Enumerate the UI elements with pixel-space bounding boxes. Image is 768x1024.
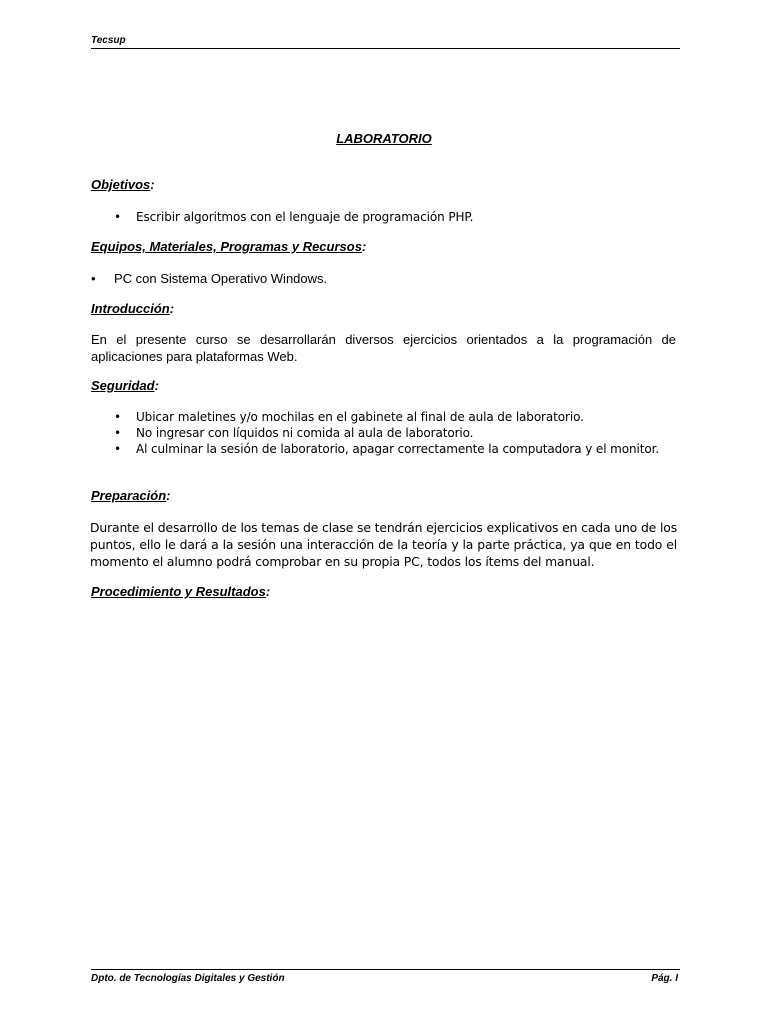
bullet-icon: • xyxy=(114,210,121,224)
heading-objetivos-text: Objetivos xyxy=(91,177,151,192)
footer-department: Dpto. de Tecnologías Digitales y Gestión xyxy=(91,973,285,984)
list-item-text: No ingresar con líquidos ni comida al aula de laboratorio. xyxy=(136,426,474,440)
bullet-icon: • xyxy=(114,410,121,424)
heading-equipos-colon: : xyxy=(361,239,367,254)
heading-procedimiento-colon: : xyxy=(265,584,271,599)
list-item xyxy=(114,409,675,425)
heading-procedimiento xyxy=(91,584,270,599)
page-title: LABORATORIO xyxy=(336,131,432,146)
objetivos-list xyxy=(114,209,674,225)
heading-preparacion-text: Preparación xyxy=(91,488,167,503)
list-item-text: Al culminar la sesión de laboratorio, apagar correctamente la computadora y el monitor. xyxy=(136,442,660,456)
heading-seguridad-colon: : xyxy=(154,378,159,393)
heading-preparacion xyxy=(91,488,171,503)
heading-seguridad-text: Seguridad xyxy=(91,378,155,393)
list-item-text: Ubicar maletines y/o mochilas en el gabinete al final de aula de laboratorio. xyxy=(136,410,584,424)
list-item xyxy=(91,271,676,287)
heading-procedimiento-text: Procedimiento y Resultados xyxy=(91,584,266,599)
header-text: Tecsup xyxy=(91,35,126,46)
bullet-icon: • xyxy=(114,442,121,456)
heading-introduccion-text: Introducción xyxy=(91,301,170,316)
page-header xyxy=(91,33,680,49)
introduccion-text: En el presente curso se desarrollarán diversos ejercicios orientados a la programación de aplicaciones para plataformas Web. xyxy=(91,332,676,364)
heading-equipos xyxy=(91,239,366,254)
bullet-icon: • xyxy=(114,426,121,440)
bullet-icon: • xyxy=(91,271,96,286)
heading-introduccion xyxy=(91,301,174,316)
seguridad-list xyxy=(114,409,675,457)
heading-equipos-text: Equipos, Materiales, Programas y Recursos xyxy=(91,239,362,254)
heading-objetivos xyxy=(91,177,155,192)
equipos-list xyxy=(91,271,676,287)
heading-preparacion-colon: : xyxy=(166,488,171,503)
heading-objetivos-colon: : xyxy=(150,177,155,192)
preparacion-text: Durante el desarrollo de los temas de clase se tendrán ejercicios explicativos en cada uno de los puntos, ello le dará a la sesión una interacción de la teoría y la parte práctica, ya que en todo el momento el alumno podrá comprobar en su propia PC, todos los ítems del manual. xyxy=(90,520,677,569)
list-item-text: Escribir algoritmos con el lenguaje de programación PHP. xyxy=(136,210,474,224)
list-item-text: PC con Sistema Operativo Windows. xyxy=(114,271,328,286)
page-footer xyxy=(91,969,680,986)
list-item xyxy=(114,425,675,441)
heading-introduccion-colon: : xyxy=(169,301,175,316)
list-item xyxy=(114,209,674,225)
list-item xyxy=(114,441,675,457)
heading-seguridad xyxy=(91,378,159,393)
footer-page-number: Pág. I xyxy=(651,973,678,984)
